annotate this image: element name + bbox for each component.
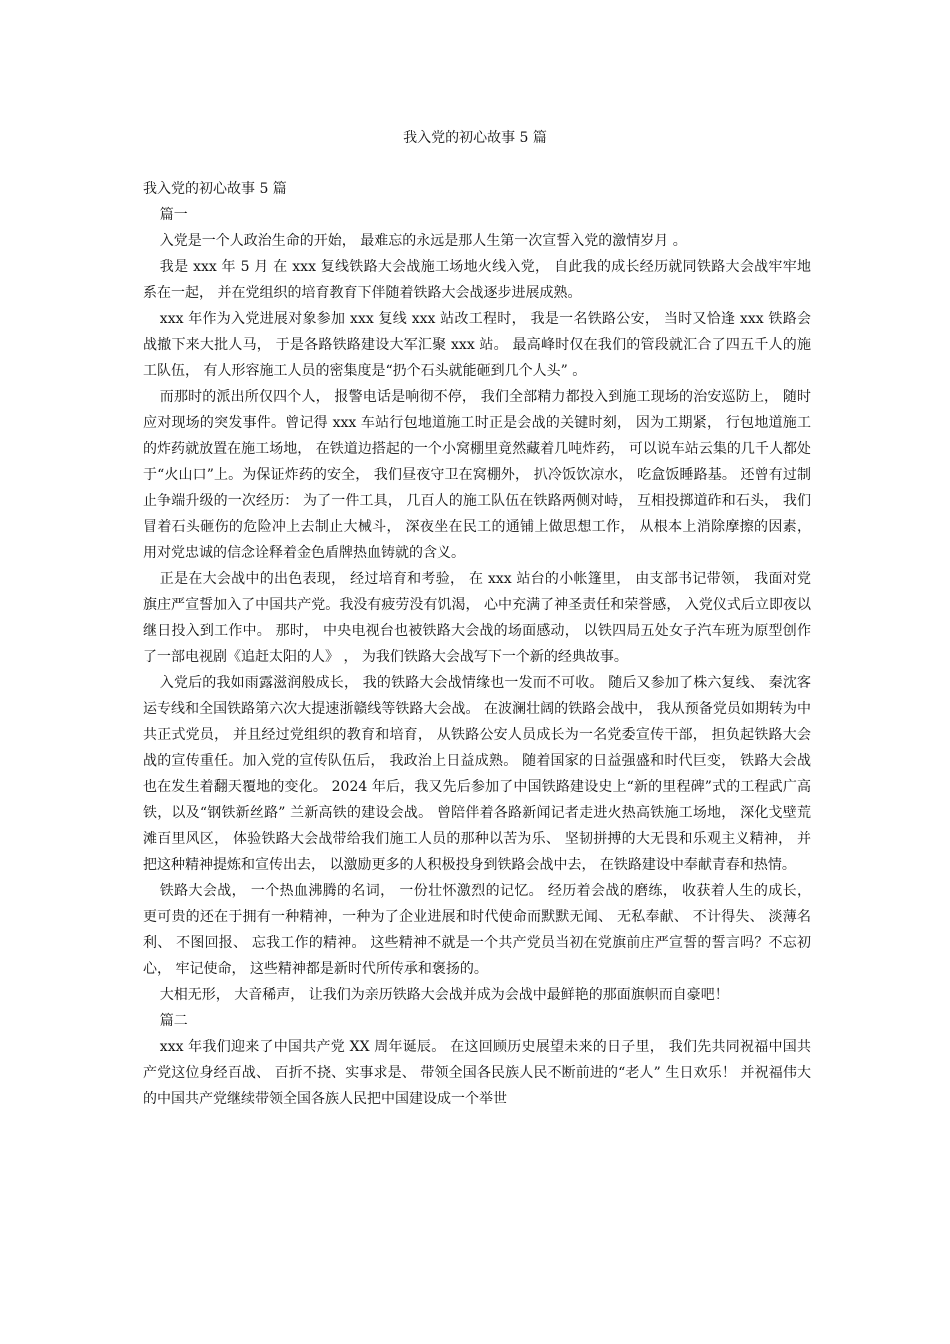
document-subtitle: 我入党的初心故事 5 篇 (143, 181, 287, 197)
paragraph: 我是 xxx 年 5 月 在 xxx 复线铁路大会战施工场地火线入党， 自此我的成长经历就同铁路大会战牢牢地系在一起， 并在党组织的培育教育下伴随着铁路大会战逐步进展成熟。 (143, 259, 811, 301)
paragraph: xxx 年我们迎来了中国共产党 XX 周年诞辰。 在这回顾历史展望未来的日子里， 我们先共同祝福中国共产党这位身经百战、 百折不挠、实事求是、 带领全国各民族人民不断前进的“老人” 生日欢乐！ 并祝福伟大的中国共产党继续带领全国各族人民把中国建设成一个举世 (143, 1039, 811, 1107)
paragraph: 而那时的派出所仅四个人， 报警电话是响彻不停， 我们全部精力都投入到施工现场的治安巡防上， 随时应对现场的突发事件。曾记得 xxx 车站行包地道施工时正是会战的关键时刻， 因为工期紧， 行包地道施工的炸药就放置在施工场地， 在铁道边搭起的一个小窝棚里竟然藏着几吨炸药， 可以说车站云集的几千人都处于“火山口”上。为保证炸药的安全， 我们昼夜守卫在窝棚外， 扒冷饭饮凉水， 吃盒饭睡路基。 还曾有过制止争端升级的一次经历： 为了一件工具， 几百人的施工队伍在铁路两侧对峙， 互相投掷道砟和石头， 我们冒着石头砸伤的危险冲上去制止大械斗， 深夜坐在民工的通铺上做思想工作， 从根本上消除摩擦的因素， 用对党忠诚的信念诠释着金色盾牌热血铸就的含义。 (143, 389, 811, 561)
page-title: 我入党的初心故事 5 篇 (403, 130, 547, 146)
paragraph: 铁路大会战， 一个热血沸腾的名词， 一份壮怀激烈的记忆。 经历着会战的磨练， 收获着人生的成长， 更可贵的还在于拥有一种精神，一种为了企业进展和时代使命而默默无闻、 无私奉献、 不计得失、 淡薄名利、 不图回报、 忘我工作的精神。 这些精神不就是一个共产党员当初在党旗前庄严宣誓的誓言吗？不忘初心， 牢记使命， 这些精神都是新时代所传承和褒扬的。 (143, 883, 811, 977)
paragraph: 大相无形， 大音稀声， 让我们为亲历铁路大会战并成为会战中最鲜艳的那面旗帜而自豪吧！ (159, 987, 729, 1003)
paragraph: 入党是一个人政治生命的开始， 最难忘的永远是那人生第一次宣誓入党的激情岁月 。 (159, 233, 687, 249)
paragraph: 入党后的我如雨露滋润般成长， 我的铁路大会战情缘也一发而不可收。 随后又参加了株六复线、 秦沈客运专线和全国铁路第六次大提速浙赣线等铁路大会战。 在波澜壮阔的铁路会战中， 我从预备党员如期转为中共正式党员， 并且经过党组织的教育和培育， 从铁路公安人员成长为一名党委宣传干部， 担负起铁路大会战的宣传重任。加入党的宣传队伍后， 我政治上日益成熟。 随着国家的日益强盛和时代巨变， 铁路大会战也在发生着翻天覆地的变化。 2024 年后，我又先后参加了中国铁路建设史上“新的里程碑”式的工程武广高铁，以及“钢铁新丝路” 兰新高铁的建设会战。 曾陪伴着各路新闻记者走进火热高铁施工场地， 深化戈壁荒滩百里风区， 体验铁路大会战带给我们施工人员的那种以苦为乐、 坚韧拼搏的大无畏和乐观主义精神， 并把这种精神提炼和宣传出去， 以激励更多的人积极投身到铁路会战中去， 在铁路建设中奉献青春和热情。 (143, 675, 811, 873)
section-heading: 篇一 (159, 207, 188, 223)
document-body (143, 176, 811, 1112)
paragraph: 正是在大会战中的出色表现， 经过培育和考验， 在 xxx 站台的小帐篷里， 由支部书记带领， 我面对党旗庄严宣誓加入了中国共产党。我没有疲劳没有饥渴， 心中充满了神圣责任和荣誉感， 入党仪式后立即夜以继日投入到工作中。 那时， 中央电视台也被铁路大会战的场面感动， 以铁四局五处女子汽车班为原型创作了一部电视剧《追赶太阳的人》 ， 为我们铁路大会战写下一个新的经典故事。 (143, 571, 811, 665)
section-heading: 篇二 (159, 1013, 188, 1029)
paragraph: xxx 年作为入党进展对象参加 xxx 复线 xxx 站改工程时， 我是一名铁路公安， 当时又恰逢 xxx 铁路会战撤下来大批人马， 于是各路铁路建设大军汇聚 xxx 站。 最高峰时仅在我们的管段就汇合了四五千人的施工队伍， 有人形容施工人员的密集度是“扔个石头就能砸到几个人头” 。 (143, 311, 811, 379)
